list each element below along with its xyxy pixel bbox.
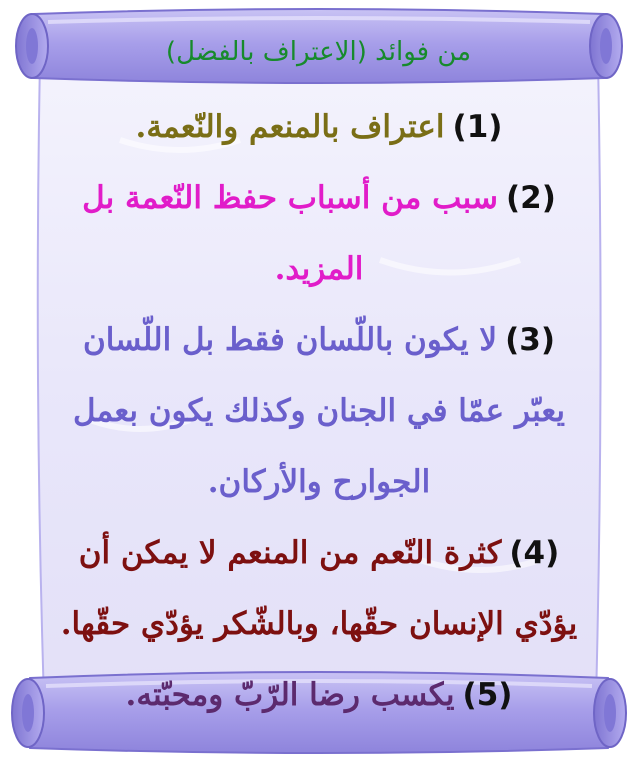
benefits-list	[58, 92, 580, 731]
benefit-item-2	[58, 163, 580, 305]
benefit-number: (3)	[505, 322, 555, 358]
benefit-text: لا يكون باللّسان فقط بل اللّسان يعبّر عمّا في الجنان وكذلك يكون بعمل الجوارح والأركان.	[72, 322, 566, 500]
benefit-number: (5)	[462, 677, 513, 713]
benefit-text: كثرة النّعم من المنعم لا يمكن أن يؤدّي الإنسان حقّها، وبالشّكر يؤدّي حقّها.	[60, 535, 578, 642]
benefit-text: اعتراف بالمنعم والنّعمة.	[135, 109, 445, 145]
benefit-number: (4)	[509, 535, 560, 571]
benefit-number: (1)	[452, 109, 503, 145]
benefit-item-5	[58, 660, 580, 731]
benefit-text: سبب من أسباب حفظ النّعمة بل المزيد.	[82, 180, 498, 287]
benefit-item-4	[58, 518, 580, 660]
scroll-title: من فوائد (الاعتراف بالفضل)	[165, 37, 472, 67]
benefit-text: يكسب رضا الرّبّ ومحبّته.	[125, 677, 455, 713]
benefit-item-3	[58, 305, 580, 518]
benefit-number: (2)	[505, 180, 556, 216]
benefit-item-1	[58, 92, 580, 163]
